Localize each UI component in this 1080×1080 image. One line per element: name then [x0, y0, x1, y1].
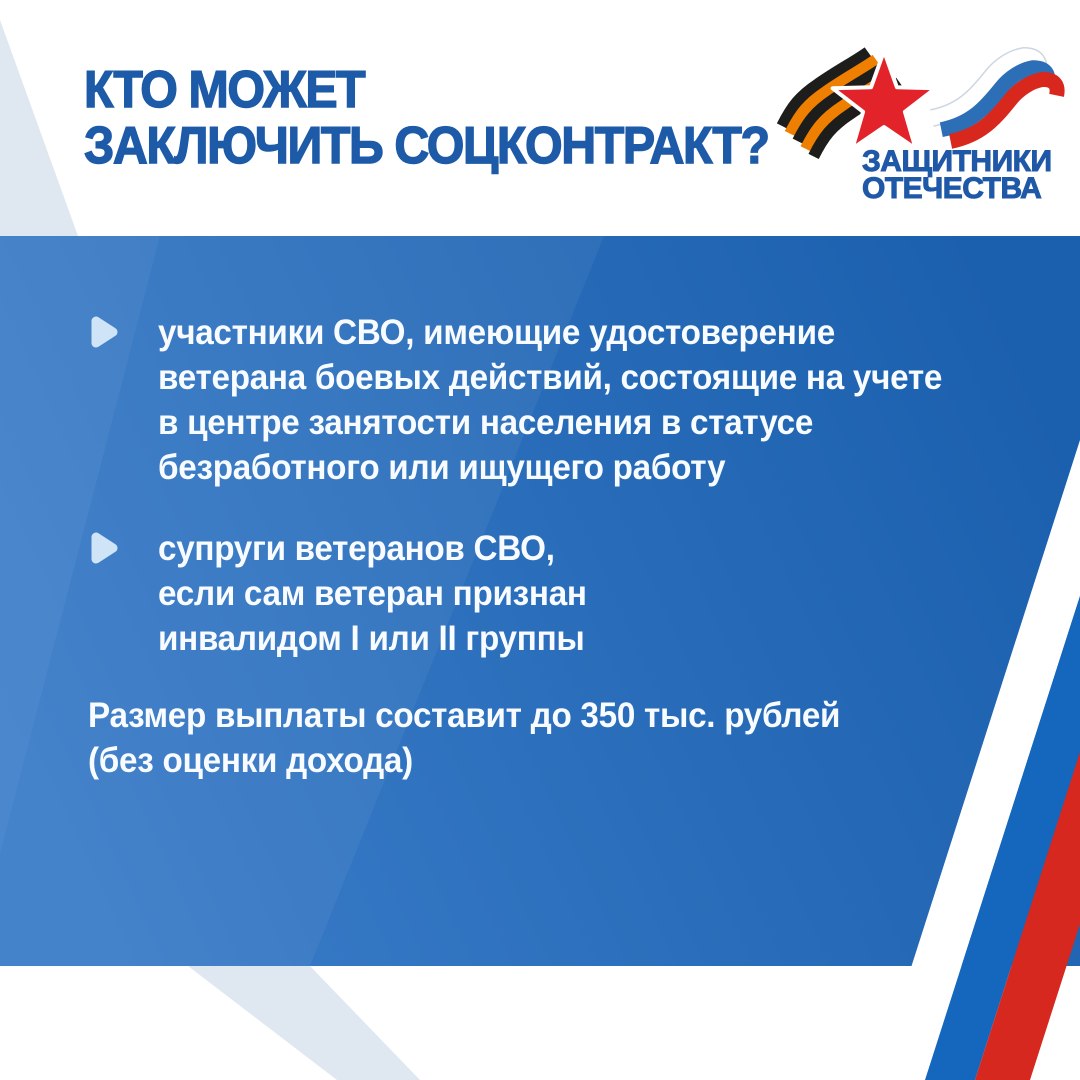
russia-tricolor-ribbon-icon	[932, 56, 1057, 141]
play-arrow-icon	[86, 528, 122, 568]
bullet-item-participants	[86, 310, 983, 490]
bullet-text-line: супруги ветеранов СВО,	[158, 529, 555, 568]
logo-text-line-2: ОТЕЧЕСТВА	[862, 172, 1042, 205]
logo-text	[862, 145, 1052, 205]
bullet-item-spouses	[86, 526, 609, 661]
page-title	[84, 62, 769, 174]
payment-note-line-1: Размер выплаты составит до 350 тыс. рублей	[88, 696, 841, 735]
payment-note	[88, 693, 840, 783]
bullet-text-line: ветерана боевых действий, состоящие на учете	[158, 358, 943, 397]
zashchitniki-otechestva-logo	[770, 28, 1070, 208]
bullet-text-line: безработного или ищущего работу	[158, 448, 726, 487]
payment-note-line-2: (без оценки дохода)	[88, 741, 413, 780]
logo-text-line-1: ЗАЩИТНИКИ	[862, 145, 1052, 178]
page-title-line-1: КТО МОЖЕТ	[84, 61, 365, 119]
bullet-text-line: если сам ветеран признан	[158, 574, 587, 613]
page-title-line-2: ЗАКЛЮЧИТЬ СОЦКОНТРАКТ?	[84, 117, 769, 175]
play-arrow-icon	[86, 312, 122, 352]
bullet-text	[158, 310, 942, 490]
bullet-text	[158, 526, 587, 661]
bullet-text-line: участники СВО, имеющие удостоверение	[158, 313, 835, 352]
info-panel	[0, 236, 1080, 966]
bullet-text-line: инвалидом I или II группы	[158, 619, 585, 658]
bullet-text-line: в центре занятости населения в статусе	[158, 403, 814, 442]
